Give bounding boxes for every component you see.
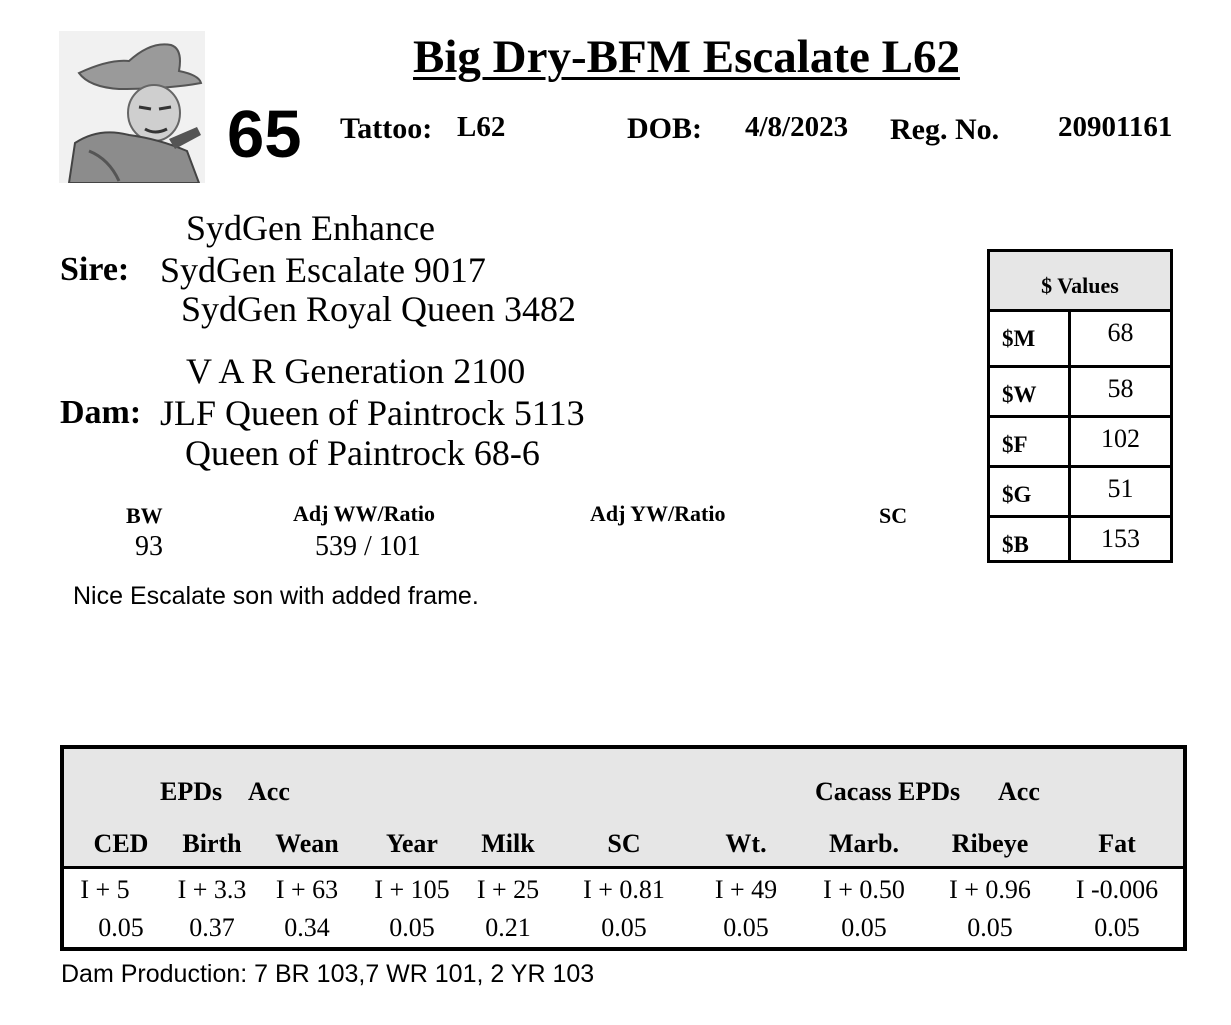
reg-label: Reg. No. (890, 113, 1000, 146)
epd-value: I + 0.96 (949, 875, 1031, 904)
epd-column-header: Ribeye (951, 829, 1029, 858)
epd-column-header: Wean (275, 829, 339, 858)
epd-column-header: Fat (1098, 829, 1136, 858)
dollar-values-title: $ Values (990, 252, 1170, 312)
epd-value: I -0.006 (1075, 875, 1159, 904)
epd-column-header: Year (386, 829, 438, 858)
dollar-value-row (990, 415, 1170, 465)
epd-accuracy: 0.05 (98, 913, 144, 942)
dam-dam: Queen of Paintrock 68-6 (185, 433, 540, 473)
epd-column-header: Marb. (828, 829, 900, 858)
sire-sire: SydGen Enhance (186, 208, 435, 248)
cowboy-logo-icon (59, 31, 205, 183)
dollar-value-name: $F (1002, 432, 1028, 457)
ww-label: Adj WW/Ratio (293, 501, 435, 526)
dollar-value-row (990, 312, 1170, 368)
epd-accuracy: 0.05 (389, 913, 435, 942)
carcass-acc-label: Acc (998, 777, 1040, 806)
dollar-value-row (990, 515, 1170, 560)
epd-accuracy: 0.05 (1094, 913, 1140, 942)
ww-value: 539 / 101 (315, 531, 421, 562)
epd-accuracy: 0.05 (723, 913, 769, 942)
epd-accuracy: 0.05 (841, 913, 887, 942)
epd-accuracy: 0.37 (189, 913, 235, 942)
epd-acc-label: Acc (248, 777, 290, 806)
carcass-epd-label: Cacass EPDs (815, 777, 961, 806)
bw-value: 93 (135, 531, 163, 562)
epd-column-header: Birth (182, 829, 242, 858)
dollar-values-rows (990, 312, 1170, 560)
lot-number: 65 (227, 97, 302, 172)
epd-value: I + 105 (374, 875, 450, 904)
epd-column-header: CED (93, 829, 149, 858)
epd-column-header: Wt. (725, 829, 767, 858)
epd-value: I + 5 (80, 875, 130, 904)
epd-group-label: EPDs (160, 777, 223, 806)
dollar-value-amount: 58 (1107, 374, 1134, 403)
epd-accuracy: 0.05 (967, 913, 1013, 942)
epd-value: I + 25 (476, 875, 540, 904)
lot-title: Big Dry-BFM Escalate L62 (413, 31, 960, 83)
epd-accuracy: 0.34 (284, 913, 330, 942)
epd-value: I + 63 (275, 875, 339, 904)
dollar-value-row (990, 365, 1170, 415)
sc-label: SC (879, 503, 908, 528)
sire-name: SydGen Escalate 9017 (160, 250, 486, 290)
comment: Nice Escalate son with added frame. (73, 582, 479, 610)
epd-accuracy: 0.21 (485, 913, 531, 942)
dam-production: Dam Production: 7 BR 103,7 WR 101, 2 YR 103 (61, 960, 595, 988)
dollar-value-amount: 68 (1107, 318, 1134, 347)
epd-column-header: SC (607, 829, 641, 858)
dollar-value-amount: 153 (1101, 524, 1140, 553)
tattoo-value: L62 (457, 111, 506, 143)
dollar-value-row (990, 465, 1170, 515)
yw-label: Adj YW/Ratio (590, 501, 726, 526)
dollar-values-table (987, 249, 1173, 563)
bw-label: BW (126, 503, 163, 528)
dollar-value-name: $G (1002, 482, 1032, 507)
epd-value: I + 3.3 (177, 875, 247, 904)
epd-column-header: Milk (481, 829, 535, 858)
epd-accuracy: 0.05 (601, 913, 647, 942)
epd-value: I + 0.50 (823, 875, 905, 904)
reg-value: 20901161 (1058, 111, 1173, 143)
dam-sire: V A R Generation 2100 (186, 351, 526, 391)
tattoo-label: Tattoo: (340, 112, 433, 145)
dollar-value-amount: 102 (1101, 424, 1140, 453)
sire-dam: SydGen Royal Queen 3482 (181, 289, 576, 329)
dam-name: JLF Queen of Paintrock 5113 (160, 393, 585, 433)
dam-label: Dam: (60, 394, 142, 431)
sire-label: Sire: (60, 251, 130, 288)
dollar-value-name: $M (1002, 326, 1036, 351)
epd-value: I + 49 (714, 875, 778, 904)
dollar-value-amount: 51 (1107, 474, 1134, 503)
dollar-value-name: $B (1002, 532, 1029, 557)
dob-value: 4/8/2023 (745, 111, 849, 143)
dob-label: DOB: (627, 112, 702, 145)
epd-value: I + 0.81 (583, 875, 665, 904)
dollar-value-name: $W (1002, 382, 1037, 407)
epd-table (60, 745, 1187, 951)
